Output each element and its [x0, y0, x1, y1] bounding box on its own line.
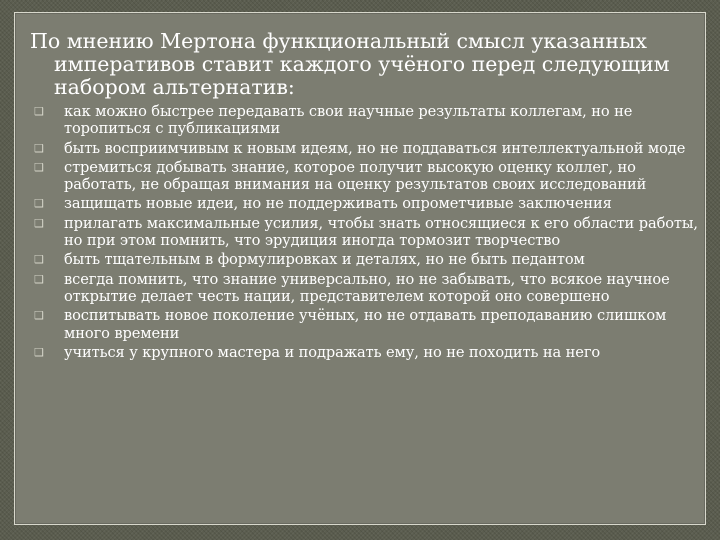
- list-item-text: воспитывать новое поколение учёных, но не отдавать преподаванию слишком много времени: [64, 307, 667, 342]
- list-item-text: быть тщательным в формулировках и деталях, но не быть педантом: [64, 251, 585, 269]
- checkbox-bullet-icon: ❑: [34, 105, 44, 118]
- list-item: [30, 103, 706, 138]
- list-item-text: учиться у крупного мастера и подражать ему, но не походить на него: [64, 343, 601, 361]
- list-item: [30, 307, 706, 342]
- list-item: [30, 251, 706, 268]
- checkbox-bullet-icon: ❑: [34, 216, 44, 230]
- slide-content: [30, 30, 706, 363]
- checkbox-bullet-icon: ❑: [34, 345, 44, 359]
- list-item: [30, 271, 706, 306]
- list-item: [30, 195, 706, 212]
- list-item: [30, 215, 706, 250]
- checkbox-bullet-icon: ❑: [34, 253, 44, 267]
- slide-heading: По мнению Мертона функциональный смысл указанных императивов ставит каждого учёного перед следующим набором альтернатив:: [30, 29, 670, 99]
- alternatives-list: [30, 103, 706, 361]
- checkbox-bullet-icon: ❑: [34, 160, 44, 174]
- list-item-text: как можно быстрее передавать свои научные результаты коллегам, но не торопиться с публикациями: [64, 103, 633, 138]
- checkbox-bullet-icon: ❑: [34, 141, 44, 155]
- checkbox-bullet-icon: ❑: [34, 309, 44, 323]
- list-item-text: всегда помнить, что знание универсально, но не забывать, что всякое научное открытие делает честь нации, представителем которой оно совершено: [64, 270, 670, 305]
- list-item: [30, 159, 706, 194]
- checkbox-bullet-icon: ❑: [34, 197, 44, 211]
- list-item-text: прилагать максимальные усилия, чтобы знать относящиеся к его области работы, но при этом помнить, что эрудиция иногда тормозит творчество: [64, 214, 698, 250]
- list-item-text: защищать новые идеи, но не поддерживать опрометчивые заключения: [64, 195, 612, 213]
- list-item-text: стремиться добывать знание, которое получит высокую оценку коллег, но работать, не обращая внимания на оценку результатов своих исследований: [64, 158, 647, 194]
- list-item-text: быть восприимчивым к новым идеям, но не поддаваться интеллектуальной моде: [64, 139, 686, 157]
- list-item: [30, 140, 706, 157]
- list-item: [30, 344, 706, 361]
- checkbox-bullet-icon: ❑: [34, 272, 44, 286]
